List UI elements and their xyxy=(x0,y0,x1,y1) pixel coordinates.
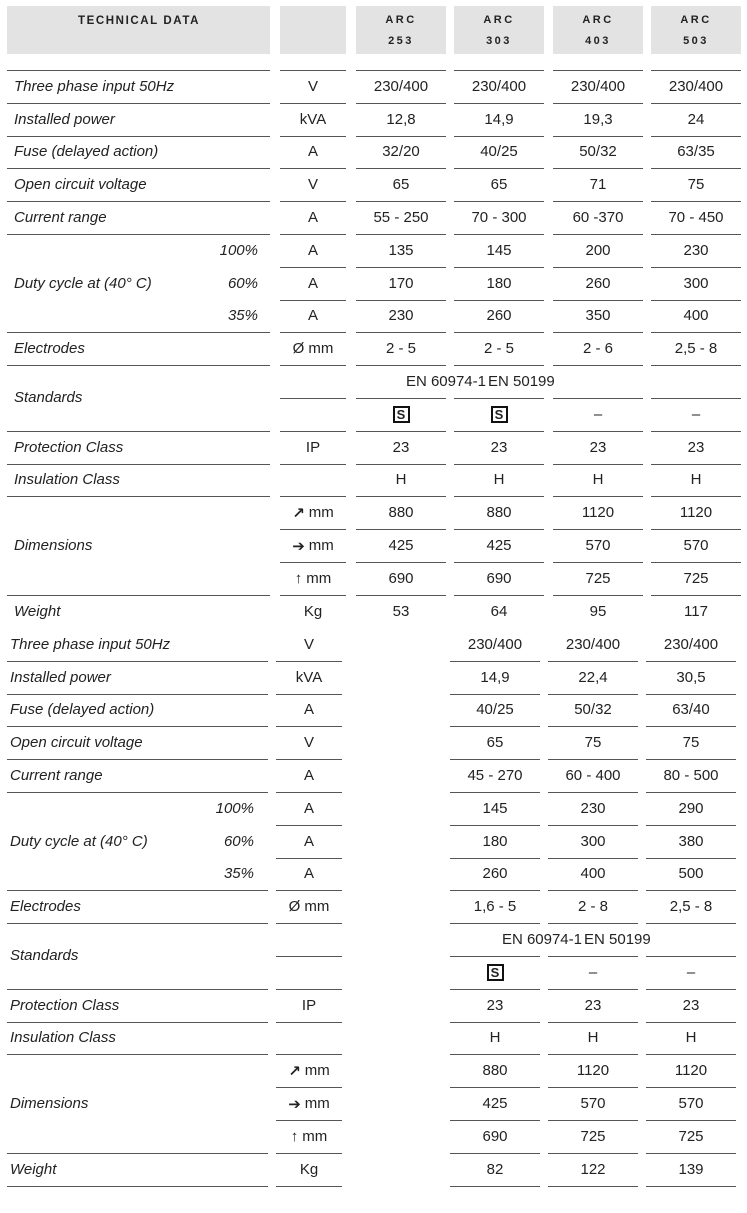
spec-row-value: 50/32 xyxy=(579,143,617,161)
standard-mark-cell xyxy=(646,956,736,989)
row-separator xyxy=(7,1186,268,1187)
duty-percent: 60% xyxy=(227,274,258,292)
electrodes-value: 2 - 5 xyxy=(483,340,514,358)
insulation-label: Insulation Class xyxy=(10,1029,116,1047)
spec-row-unit: V xyxy=(307,176,318,194)
spec-row-label: Current range xyxy=(14,209,107,227)
protection-value: 23 xyxy=(682,996,700,1014)
spec-row-value: 24 xyxy=(687,110,705,128)
dimension-unit: mm xyxy=(308,504,334,522)
spec-row-value: 65 xyxy=(392,176,410,194)
model-header-403 xyxy=(553,6,643,54)
spec-row-unit: A xyxy=(307,143,318,161)
duty-row-value: 260 xyxy=(585,274,611,292)
dimension-row-value: 725 xyxy=(585,569,611,587)
row-separator xyxy=(646,1186,736,1187)
spec-row-value: 230/400 xyxy=(373,77,429,95)
duty-row-value: 260 xyxy=(486,307,512,325)
row-separator xyxy=(276,923,342,924)
standards-label: Standards xyxy=(10,947,79,965)
dimension-unit-cell xyxy=(280,496,346,529)
dimension-row-value: 725 xyxy=(580,1127,606,1145)
duty-row-value: 200 xyxy=(585,241,611,259)
duty-row-unit: A xyxy=(303,799,314,817)
duty-row-value: 135 xyxy=(388,241,414,259)
duty-row-value: 230 xyxy=(683,241,709,259)
diag-arrow-icon: ↗ xyxy=(288,1062,301,1080)
dimension-row-value: 690 xyxy=(482,1127,508,1145)
spec-row-unit: kVA xyxy=(295,668,323,686)
standard-mark-cell xyxy=(651,398,741,431)
up-arrow-icon: ↑ xyxy=(294,569,303,587)
electrodes-label: Electrodes xyxy=(14,340,85,358)
spec-row-value: 230/400 xyxy=(668,77,724,95)
spec-row-value: 40/25 xyxy=(480,143,518,161)
duty-row-value: 300 xyxy=(683,274,709,292)
spec-row-value: 50/32 xyxy=(574,701,612,719)
insulation-value: H xyxy=(592,471,604,489)
dimension-row-value: 880 xyxy=(388,504,414,522)
protection-label: Protection Class xyxy=(14,438,124,456)
spec-row-value: 70 - 300 xyxy=(471,209,527,227)
standard-mark-dash: – xyxy=(588,963,598,981)
weight-value: 117 xyxy=(684,602,708,620)
duty-percent: 60% xyxy=(223,832,254,850)
model-header-253 xyxy=(356,6,446,54)
duty-percent: 100% xyxy=(219,241,258,259)
dimension-row-value: 1120 xyxy=(576,1062,610,1080)
right-arrow-icon: ➔ xyxy=(292,537,305,555)
dimensions-label: Dimensions xyxy=(14,537,93,555)
dimension-unit: mm xyxy=(304,1062,330,1080)
electrodes-value: 2,5 - 8 xyxy=(674,340,718,358)
row-separator xyxy=(280,365,346,366)
spec-row-value: 55 - 250 xyxy=(373,209,429,227)
standard-en50199: EN 50199 xyxy=(584,931,651,949)
duty-row-value: 180 xyxy=(482,832,508,850)
electrodes-value: 2 - 5 xyxy=(385,340,416,358)
technical-data-title: TECHNICAL DATA xyxy=(77,15,201,27)
duty-row-value: 300 xyxy=(580,832,606,850)
duty-percent: 35% xyxy=(223,865,254,883)
dimension-row-value: 425 xyxy=(388,537,414,555)
dimension-unit-cell xyxy=(280,529,346,562)
spec-row-value: 75 xyxy=(682,734,700,752)
spec-row-value: 22,4 xyxy=(578,668,608,686)
spec-row-value: 65 xyxy=(486,734,504,752)
spec-row-unit: A xyxy=(303,767,314,785)
duty-percent: 100% xyxy=(215,799,254,817)
model-series: ARC xyxy=(680,14,712,26)
dimension-row-value: 1120 xyxy=(674,1062,708,1080)
protection-unit: IP xyxy=(305,438,321,456)
dimension-row-value: 570 xyxy=(683,537,709,555)
spec-row-label: Fuse (delayed action) xyxy=(10,701,155,719)
insulation-value: H xyxy=(493,471,505,489)
spec-row-value: 63/35 xyxy=(677,143,715,161)
right-arrow-icon: ➔ xyxy=(288,1095,301,1113)
standard-mark-dash: – xyxy=(593,405,603,423)
s-mark-icon: S xyxy=(487,964,504,981)
standard-en60974: EN 60974-1 xyxy=(405,373,486,391)
duty-cycle-label: Duty cycle at (40° C) xyxy=(10,832,148,850)
standard-mark-cell xyxy=(548,956,638,989)
spec-row-label: Fuse (delayed action) xyxy=(14,143,159,161)
dimension-row-value: 725 xyxy=(683,569,709,587)
duty-cycle-label: Duty cycle at (40° C) xyxy=(14,274,152,292)
weight-unit: Kg xyxy=(303,602,323,620)
duty-row-unit: A xyxy=(307,241,318,259)
insulation-value: H xyxy=(685,1029,697,1047)
dimension-row-value: 425 xyxy=(482,1095,508,1113)
standards-label: Standards xyxy=(14,389,83,407)
duty-row-value: 260 xyxy=(482,865,508,883)
spec-row-unit: V xyxy=(307,77,318,95)
spec-row-value: 70 - 450 xyxy=(668,209,724,227)
duty-percent: 35% xyxy=(227,307,258,325)
electrodes-unit: Ø mm xyxy=(292,340,334,358)
standard-mark-cell xyxy=(450,956,540,989)
dimension-row-value: 570 xyxy=(580,1095,606,1113)
duty-row-value: 290 xyxy=(678,799,704,817)
spec-row-value: 230/400 xyxy=(471,77,527,95)
spec-row-value: 71 xyxy=(589,176,607,194)
spec-row-value: 32/20 xyxy=(382,143,420,161)
spec-row-value: 30,5 xyxy=(676,668,706,686)
spec-row-value: 14,9 xyxy=(480,668,510,686)
insulation-value: H xyxy=(690,471,702,489)
weight-label: Weight xyxy=(10,1160,57,1178)
spec-row-value: 230/400 xyxy=(467,635,523,653)
standard-en60974: EN 60974-1 xyxy=(501,931,582,949)
electrodes-value: 2 - 8 xyxy=(577,898,608,916)
s-mark-icon: S xyxy=(393,406,410,423)
protection-value: 23 xyxy=(584,996,602,1014)
weight-value: 95 xyxy=(589,602,607,620)
insulation-value: H xyxy=(489,1029,501,1047)
row-separator xyxy=(280,398,346,399)
model-number: 253 xyxy=(388,35,414,47)
spec-row-value: 60 - 400 xyxy=(565,767,621,785)
duty-row-value: 380 xyxy=(678,832,704,850)
insulation-unit xyxy=(276,1022,342,1055)
protection-value: 23 xyxy=(486,996,504,1014)
protection-value: 23 xyxy=(392,438,410,456)
spec-row-label: Open circuit voltage xyxy=(10,734,143,752)
dimension-unit-cell xyxy=(276,1087,342,1120)
duty-row-unit: A xyxy=(303,865,314,883)
duty-row-value: 500 xyxy=(678,865,704,883)
insulation-value: H xyxy=(395,471,407,489)
dimension-row-value: 690 xyxy=(388,569,414,587)
spec-row-value: 75 xyxy=(687,176,705,194)
dimension-unit: mm xyxy=(308,537,334,555)
diag-arrow-icon: ↗ xyxy=(292,504,305,522)
model-series: ARC xyxy=(385,14,417,26)
model-series: ARC xyxy=(582,14,614,26)
spec-row-unit: V xyxy=(303,635,314,653)
standard-mark-cell xyxy=(553,398,643,431)
dimension-unit-cell xyxy=(276,1120,342,1153)
weight-value: 122 xyxy=(580,1160,606,1178)
weight-value: 53 xyxy=(392,602,410,620)
model-number: 403 xyxy=(585,35,611,47)
spec-row-value: 63/40 xyxy=(672,701,710,719)
electrodes-label: Electrodes xyxy=(10,898,81,916)
s-mark-icon: S xyxy=(491,406,508,423)
row-separator xyxy=(276,1186,342,1187)
weight-value: 64 xyxy=(490,602,508,620)
insulation-label: Insulation Class xyxy=(14,471,120,489)
standard-mark-cell xyxy=(356,398,446,431)
spec-row-label: Open circuit voltage xyxy=(14,176,147,194)
model-series: ARC xyxy=(483,14,515,26)
electrodes-value: 2,5 - 8 xyxy=(669,898,713,916)
spec-row-value: 40/25 xyxy=(476,701,514,719)
weight-label: Weight xyxy=(14,602,61,620)
duty-row-unit: A xyxy=(307,274,318,292)
row-separator xyxy=(548,1186,638,1187)
standard-mark-cell xyxy=(454,398,544,431)
duty-row-unit: A xyxy=(307,307,318,325)
duty-row-value: 180 xyxy=(486,274,512,292)
up-arrow-icon: ↑ xyxy=(290,1127,299,1145)
spec-row-value: 230/400 xyxy=(663,635,719,653)
model-number: 303 xyxy=(486,35,512,47)
duty-row-value: 350 xyxy=(585,307,611,325)
duty-row-value: 230 xyxy=(580,799,606,817)
dimension-row-value: 570 xyxy=(678,1095,704,1113)
dimension-row-value: 690 xyxy=(486,569,512,587)
model-number: 503 xyxy=(683,35,709,47)
spec-row-value: 60 -370 xyxy=(572,209,624,227)
standard-en50199: EN 50199 xyxy=(488,373,555,391)
model-header-303 xyxy=(454,6,544,54)
protection-value: 23 xyxy=(589,438,607,456)
spec-row-value: 65 xyxy=(490,176,508,194)
electrodes-value: 2 - 6 xyxy=(582,340,613,358)
duty-row-value: 145 xyxy=(482,799,508,817)
spec-row-value: 230/400 xyxy=(565,635,621,653)
protection-unit: IP xyxy=(301,996,317,1014)
spec-row-value: 45 - 270 xyxy=(467,767,523,785)
dimension-row-value: 570 xyxy=(585,537,611,555)
dimension-row-value: 725 xyxy=(678,1127,704,1145)
protection-value: 23 xyxy=(687,438,705,456)
row-separator xyxy=(276,956,342,957)
spec-row-unit: kVA xyxy=(299,110,327,128)
duty-row-value: 145 xyxy=(486,241,512,259)
weight-value: 82 xyxy=(486,1160,504,1178)
header-unit-band xyxy=(280,6,346,54)
dimensions-label: Dimensions xyxy=(10,1095,89,1113)
dimension-unit: mm xyxy=(306,569,332,587)
spec-row-value: 80 - 500 xyxy=(663,767,719,785)
dimension-row-value: 1120 xyxy=(679,504,713,522)
protection-value: 23 xyxy=(490,438,508,456)
duty-row-unit: A xyxy=(303,832,314,850)
duty-row-value: 170 xyxy=(388,274,414,292)
dimension-row-value: 880 xyxy=(482,1062,508,1080)
spec-row-value: 75 xyxy=(584,734,602,752)
spec-row-unit: A xyxy=(307,209,318,227)
dimension-unit: mm xyxy=(304,1095,330,1113)
spec-row-label: Three phase input 50Hz xyxy=(10,635,171,653)
insulation-unit xyxy=(280,464,346,497)
spec-row-label: Installed power xyxy=(14,110,115,128)
weight-value: 139 xyxy=(678,1160,704,1178)
row-separator xyxy=(651,365,741,366)
standard-mark-dash: – xyxy=(691,405,701,423)
dimension-row-value: 880 xyxy=(486,504,512,522)
duty-row-value: 400 xyxy=(580,865,606,883)
standard-mark-dash: – xyxy=(686,963,696,981)
spec-row-label: Three phase input 50Hz xyxy=(14,77,175,95)
dimension-row-value: 1120 xyxy=(581,504,615,522)
duty-row-value: 230 xyxy=(388,307,414,325)
spec-row-value: 14,9 xyxy=(484,110,514,128)
spec-row-unit: A xyxy=(303,701,314,719)
spec-row-label: Current range xyxy=(10,767,103,785)
dimension-unit-cell xyxy=(276,1054,342,1087)
row-separator xyxy=(450,1186,540,1187)
protection-label: Protection Class xyxy=(10,996,120,1014)
insulation-value: H xyxy=(587,1029,599,1047)
dimension-unit-cell xyxy=(280,562,346,595)
spec-row-value: 230/400 xyxy=(570,77,626,95)
spec-row-value: 12,8 xyxy=(386,110,416,128)
model-header-503 xyxy=(651,6,741,54)
dimension-unit: mm xyxy=(302,1127,328,1145)
dimension-row-value: 425 xyxy=(486,537,512,555)
duty-row-value: 400 xyxy=(683,307,709,325)
spec-row-label: Installed power xyxy=(10,668,111,686)
weight-unit: Kg xyxy=(299,1160,319,1178)
electrodes-value: 1,6 - 5 xyxy=(473,898,517,916)
electrodes-unit: Ø mm xyxy=(288,898,330,916)
spec-row-value: 19,3 xyxy=(583,110,613,128)
spec-row-unit: V xyxy=(303,734,314,752)
